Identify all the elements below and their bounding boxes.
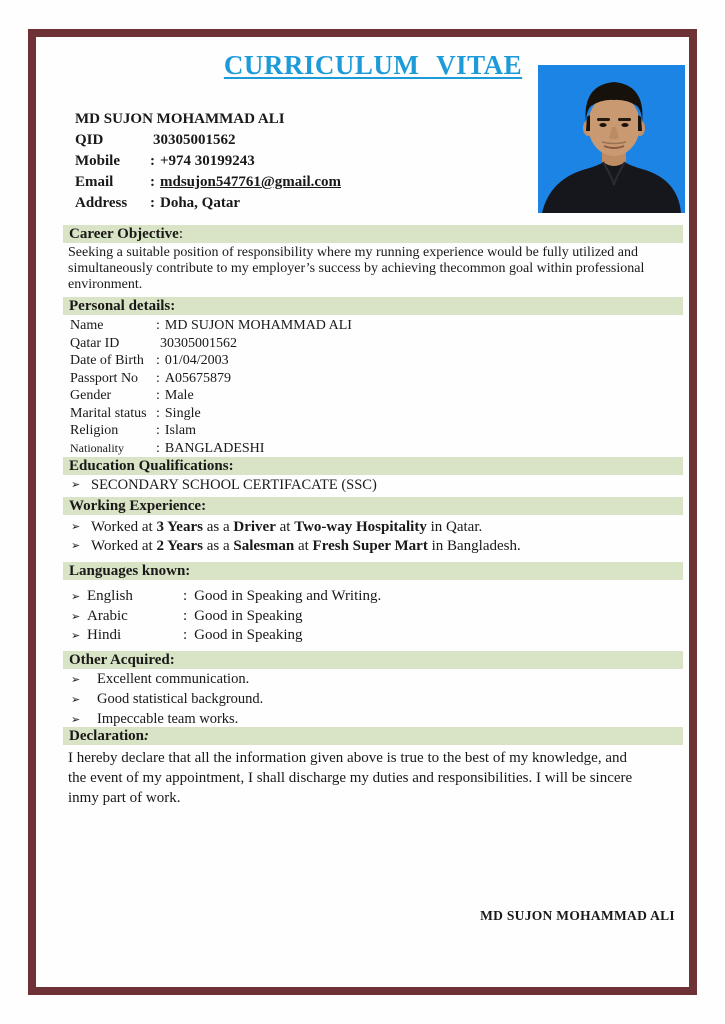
arrow-bullet-icon: ➢ (71, 713, 81, 726)
signature-name: MD SUJON MOHAMMAD ALI (480, 908, 675, 923)
section-heading: Other Acquired (69, 652, 170, 668)
field-label: Date of Birth (70, 353, 144, 368)
field-label: Passport No (70, 370, 139, 386)
field-value: BANGLADESHI (164, 440, 265, 456)
colon-separator: : (150, 153, 155, 169)
section-header-career-objective (63, 225, 683, 243)
paragraph-line: Seeking a suitable position of responsibility where my running experience would be fully utilized and (68, 245, 638, 260)
field-value: Male (164, 388, 194, 403)
portrait-graphic (538, 65, 685, 213)
experience-item (71, 537, 671, 556)
arrow-bullet-icon: ➢ (71, 590, 81, 603)
colon-separator: : (156, 353, 160, 368)
paragraph-line: I hereby declare that all the information given above is true to the best of my knowledge, and (68, 750, 627, 766)
career-objective-text (68, 245, 680, 293)
field-label: Qatar ID (70, 335, 120, 351)
colon-separator: : (183, 607, 188, 624)
other-skills-list (71, 670, 671, 730)
heading-colon: : (201, 498, 207, 514)
field-value: 30305001562 (153, 132, 236, 148)
colon-separator: : (156, 370, 160, 386)
language-level: Good in Speaking (194, 627, 303, 643)
field-label: Religion (70, 423, 119, 438)
heading-colon: : (169, 652, 175, 668)
experience-item-text: Worked at 2 Years as a Salesman at Fresh Super Mart in Bangladesh. (91, 537, 521, 554)
section-header-education (63, 457, 683, 475)
section-header-personal-details (63, 297, 683, 315)
applicant-name: MD SUJON MOHAMMAD ALI (75, 111, 285, 127)
language-name: Hindi (87, 627, 122, 643)
heading-colon: : (228, 458, 234, 474)
field-value: +974 30199243 (160, 153, 255, 169)
language-name: English (87, 588, 133, 604)
experience-item (71, 518, 671, 537)
field-value: 01/04/2003 (164, 353, 229, 368)
colon-separator: : (156, 440, 160, 456)
section-header-working-experience (63, 497, 683, 515)
field-label: Address (75, 195, 128, 211)
personal-row-name (70, 317, 670, 335)
heading-colon: : (170, 298, 176, 314)
field-label: Name (70, 318, 104, 333)
heading-colon: : (178, 226, 183, 242)
arrow-bullet-icon: ➢ (71, 520, 81, 533)
field-label: Mobile (75, 153, 120, 169)
colon-separator: : (156, 388, 160, 403)
language-row-hindi (71, 626, 671, 646)
personal-row-passport (70, 370, 670, 388)
heading-colon: : (185, 563, 191, 579)
field-label: Marital status (70, 405, 147, 421)
languages-list (71, 587, 671, 646)
field-value: Doha, Qatar (160, 195, 240, 211)
arrow-bullet-icon: ➢ (71, 538, 81, 552)
field-label: Gender (70, 388, 112, 403)
education-item (71, 477, 671, 493)
field-value: Islam (164, 423, 196, 438)
section-heading: Personal details (69, 298, 171, 314)
contact-row-mobile (75, 151, 515, 172)
section-heading: Declaration (69, 728, 144, 744)
field-value: A05675879 (164, 370, 232, 386)
field-value: MD SUJON MOHAMMAD ALI (164, 318, 352, 333)
education-list (71, 477, 671, 493)
colon-separator: : (150, 195, 155, 211)
colon-separator: : (156, 423, 160, 438)
field-label: Email (75, 174, 114, 190)
paragraph-line: simultaneously contribute to my employer’s success by achieving thecommon goal within professional (68, 261, 645, 276)
colon-separator: : (150, 174, 155, 190)
contact-row-qid (75, 130, 515, 151)
section-heading: Career Objective (69, 226, 179, 242)
experience-list (71, 518, 671, 555)
arrow-bullet-icon: ➢ (71, 478, 81, 491)
skill-item-text: Good statistical background. (97, 691, 264, 707)
section-heading: Education Qualifications (69, 458, 229, 474)
field-value: 30305001562 (160, 335, 237, 351)
personal-row-nationality (70, 440, 670, 458)
personal-row-dob (70, 352, 670, 370)
language-name: Arabic (87, 607, 128, 624)
colon-separator: : (183, 588, 188, 604)
applicant-photo (538, 65, 685, 213)
arrow-bullet-icon: ➢ (71, 693, 81, 706)
section-header-declaration (63, 727, 683, 745)
personal-row-religion (70, 422, 670, 440)
skill-item-text: Excellent communication. (97, 671, 250, 687)
page-title: CURRICULUM VITAE (223, 50, 523, 80)
paragraph-line: environment. (68, 277, 143, 292)
field-value: Single (164, 405, 201, 421)
field-label: Nationality (70, 440, 124, 455)
arrow-bullet-icon: ➢ (71, 629, 81, 642)
declaration-text (68, 748, 680, 808)
skill-item (71, 690, 671, 710)
paragraph-line: the event of my appointment, I shall discharge my duties and responsibilities. I will be sincere (68, 770, 633, 786)
language-level: Good in Speaking and Writing. (194, 588, 382, 604)
personal-row-gender (70, 387, 670, 405)
experience-item-text: Worked at 3 Years as a Driver at Two-way Hospitality in Qatar. (91, 519, 483, 535)
colon-separator: : (183, 627, 188, 643)
arrow-bullet-icon: ➢ (71, 609, 81, 623)
section-header-languages (63, 562, 683, 580)
personal-row-qatar-id (70, 335, 670, 353)
colon-separator: : (156, 405, 160, 421)
email-link[interactable]: mdsujon547761@gmail.com (160, 174, 342, 190)
contact-row-address (75, 193, 515, 214)
language-row-english (71, 587, 671, 607)
contact-row-email (75, 172, 515, 193)
paragraph-line: inmy part of work. (68, 790, 181, 806)
field-label: QID (75, 132, 104, 148)
skill-item (71, 670, 671, 690)
section-heading: Languages known (69, 563, 186, 579)
section-header-other-acquired (63, 651, 683, 669)
heading-colon: : (143, 728, 149, 744)
colon-separator: : (156, 318, 160, 333)
skill-item-text: Impeccable team works. (97, 711, 239, 727)
contact-block (75, 109, 515, 214)
personal-row-marital (70, 405, 670, 423)
section-heading: Working Experience (69, 498, 202, 514)
arrow-bullet-icon: ➢ (71, 673, 81, 686)
language-row-arabic (71, 607, 671, 627)
education-item-text: SECONDARY SCHOOL CERTIFACATE (SSC) (91, 477, 377, 493)
language-level: Good in Speaking (194, 607, 303, 624)
personal-details-table (70, 317, 670, 457)
